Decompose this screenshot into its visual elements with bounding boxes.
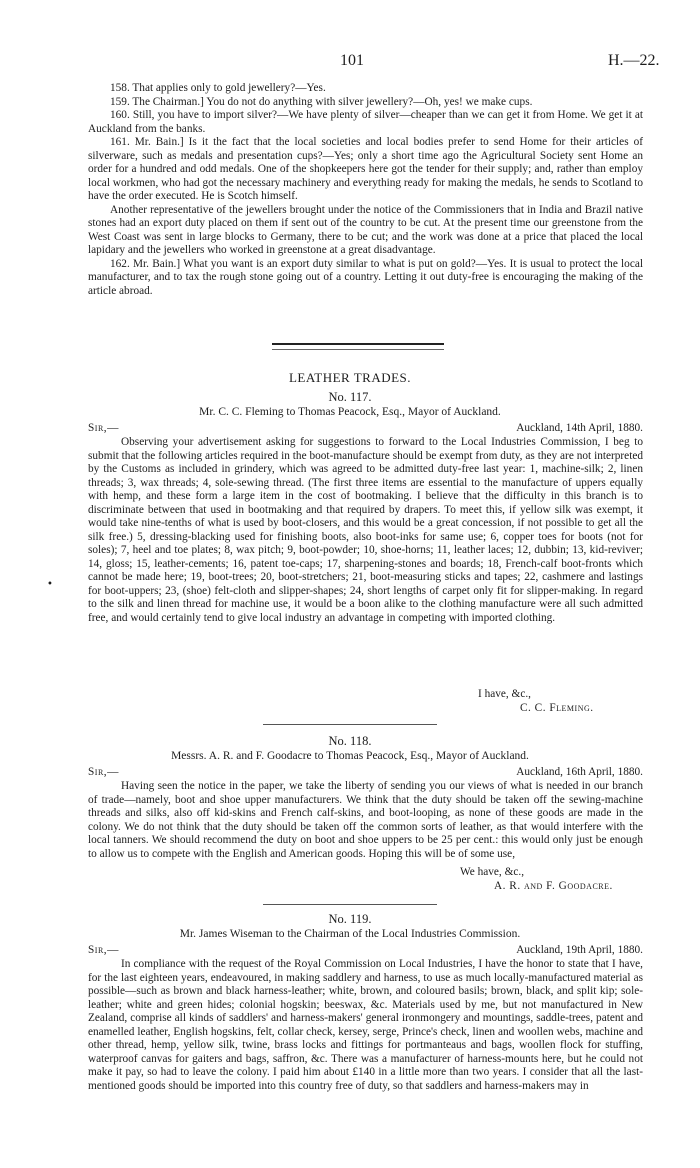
letter-119-body: In compliance with the request of the Royal Commission on Local Industries, I have the honor to state that I have, for the last eighteen years, endeavoured, in making saddlery and harness, to use as much locally-manufactured material as possible—such as brown and black harness-leather; white, brown, and coloured basils; brown, black, and split kip; sole-leather; white and green hides; colonial hogskin; beeswax, &c. Materials used by me, but not manufactured in New Zealand, comprise all kinds of saddlers' and harness-makers' general ironmongery and mountings, saddle-trees, patent and enamelled leather, English hogskins, felt, collar check, kersey, serge, Prince's check, linen and woollen webs, machine and other thread, hemp, yellow silk, twine, brass locks and fittings for portmanteaus and bags, woollen flock for stuffing, waterproof canvas for gaiters and bags, saffron, &c. There was a manufacturer of harness-mounts here, but he could not make it pay, so had to leave the colony. I paid him about £140 in a little more than two years. I consider that all the last-mentioned goods should be imported into this country free of duty, so that saddlers and harness-makers may in — [88, 958, 643, 1092]
letter-118-body-block — [88, 780, 643, 861]
letter-119-salutation: Sir,— — [88, 944, 119, 956]
letter-118-body: Having seen the notice in the paper, we take the liberty of sending you our views of what is needed in our branch of trade—namely, boot and shoe upper manufacturers. We think that the duty should be taken off the sewing-machine threads and silks, also off kid-skins and French calf-skins, and boot-looping, as none of these goods are made in the colony. We do not think that the duty should be taken off the common sorts of leather, as that would interfere with the local tanners. We should recommend the duty on boot and shoe uppers to be 25 per cent.: this would only just be enough to allow us to compete with the English and American goods. Hoping this will be of some use, — [88, 780, 643, 860]
evidence-q161: 161. Mr. Bain.] Is it the fact that the local societies and local bodies prefer to send Home for their articles of silverware, such as medals and presentation cups?—Yes; only a short time ago the Agricultural Society sent Home an order for a hundred and odd medals. One of the shopkeepers here got the tender for their supply; and, rather than employ local workmen, who had got the necessary machinery and everything ready for making the medals, he sends to Scotland to have the order executed. He is Scotch himself. — [88, 136, 643, 202]
letter-117-number: No. 117. — [328, 390, 372, 404]
letter-119-number: No. 119. — [328, 912, 372, 926]
evidence-q160: 160. Still, you have to import silver?—We have plenty of silver—cheaper than we can get it from Home. We get it at Auckland from the banks. — [88, 109, 643, 135]
evidence-q159: 159. The Chairman.] You do not do anything with silver jewellery?—Oh, yes! we make cups. — [110, 95, 533, 108]
letter-117-heading: Mr. C. C. Fleming to Thomas Peacock, Esq., Mayor of Auckland. — [199, 406, 501, 418]
letter-117-salutation: Sir,— — [88, 422, 119, 434]
document-reference: H.—22. — [608, 52, 660, 69]
separator-rule — [263, 724, 437, 725]
separator-rule — [263, 904, 437, 905]
letter-117-date: Auckland, 14th April, 1880. — [516, 422, 643, 434]
letter-119-body-block — [88, 958, 643, 1093]
page-header — [0, 52, 700, 72]
evidence-q158: 158. That applies only to gold jewellery?—Yes. — [110, 82, 326, 94]
section-title: LEATHER TRADES. — [288, 370, 412, 385]
letter-118-signature: A. R. and F. Goodacre. — [494, 880, 613, 892]
letter-119-heading: Mr. James Wiseman to the Chairman of the Local Industries Commission. — [179, 928, 521, 940]
letter-117-body: Observing your advertisement asking for suggestions to forward to the Local Industries Commission, I beg to submit that the following articles required in the boot-manufacture should be exempt from duty, as they are not interpreted by the Customs as included in grindery, which was agreed to be admitted duty-free last year: 1, machine-silk; 2, linen threads; 3, wax threads; 4, sole-sewing thread. (The first three items are essential to the manufacture of uppers equally with hemp, and these form a large item in the cost of bootmaking. I believe that the difficulty in this branch is to discriminate between that used in bootmaking and that required by drapers. To meet this, if yellow silk was exempt, it would take nine-tenths of what is used by boot-closers, and this would be a great concession, if not possible to get all the silk free.) 5, dressing-blacking used for finishing boots, also boot-inks for same use; 6, copper toes for boots (not for soles); 7, heel and toe plates; 8, wax pitch; 9, boot-powder; 10, shoe-horns; 11, leather laces; 12, dubbin; 13, kid-reviver; 14, gloss; 15, leather-cements; 16, patent toe-caps; 17, sharpening-stones and boards; 18, French-calf boot-fronts which cannot be made here; 19, boot-trees; 20, boot-stretchers; 21, boot-measuring sticks and tapes; 22, cashmere and lastings for boot-uppers; 23, (shoe) felt-cloth and slipper-shapes; 24, short lengths of carpet only fit for slipper-making. In regard to the silk and linen thread for machine use, it would be a boon alike to the clothing manufacture were all such admitted free, and would certainly tend to give local industry an advantage in competing with imported clothing. — [88, 436, 643, 624]
page-number: 101 — [340, 52, 364, 69]
letter-118-closing: We have, &c., — [460, 866, 525, 878]
letter-117-salutation-row — [88, 422, 643, 436]
letter-117-signature: C. C. Fleming. — [520, 702, 594, 714]
evidence-q162: 162. Mr. Bain.] What you want is an export duty similar to what is put on gold?—Yes. It is usual to protect the local manufacturer, and to tax the rough stone going out of a country. Letting it out duty-free is encouraging the making of the article abroad. — [88, 257, 643, 297]
letter-118-date: Auckland, 16th April, 1880. — [516, 766, 643, 778]
letter-119-salutation-row — [88, 944, 643, 958]
letter-117-body-block — [88, 436, 643, 625]
section-ornament — [272, 343, 444, 350]
evidence-block — [88, 82, 643, 298]
letter-118-number: No. 118. — [328, 734, 372, 748]
margin-mark: • — [47, 579, 53, 590]
letter-118-heading: Messrs. A. R. and F. Goodacre to Thomas Peacock, Esq., Mayor of Auckland. — [171, 750, 529, 762]
letter-119-date: Auckland, 19th April, 1880. — [516, 944, 643, 956]
letter-117-closing: I have, &c., — [478, 688, 532, 700]
letter-118-salutation-row — [88, 766, 643, 780]
evidence-narrative: Another representative of the jewellers brought under the notice of the Commissioners that in India and Brazil native stones had an export duty placed on them if sent out of the country to be cut. At the present time our greenstone from the West Coast was sent in large blocks to Germany, there to be cut; and the work was done at a price that placed the local lapidary and the jewellers who worked in greenstone at a great disadvantage. — [88, 203, 643, 256]
letter-118-salutation: Sir,— — [88, 766, 119, 778]
